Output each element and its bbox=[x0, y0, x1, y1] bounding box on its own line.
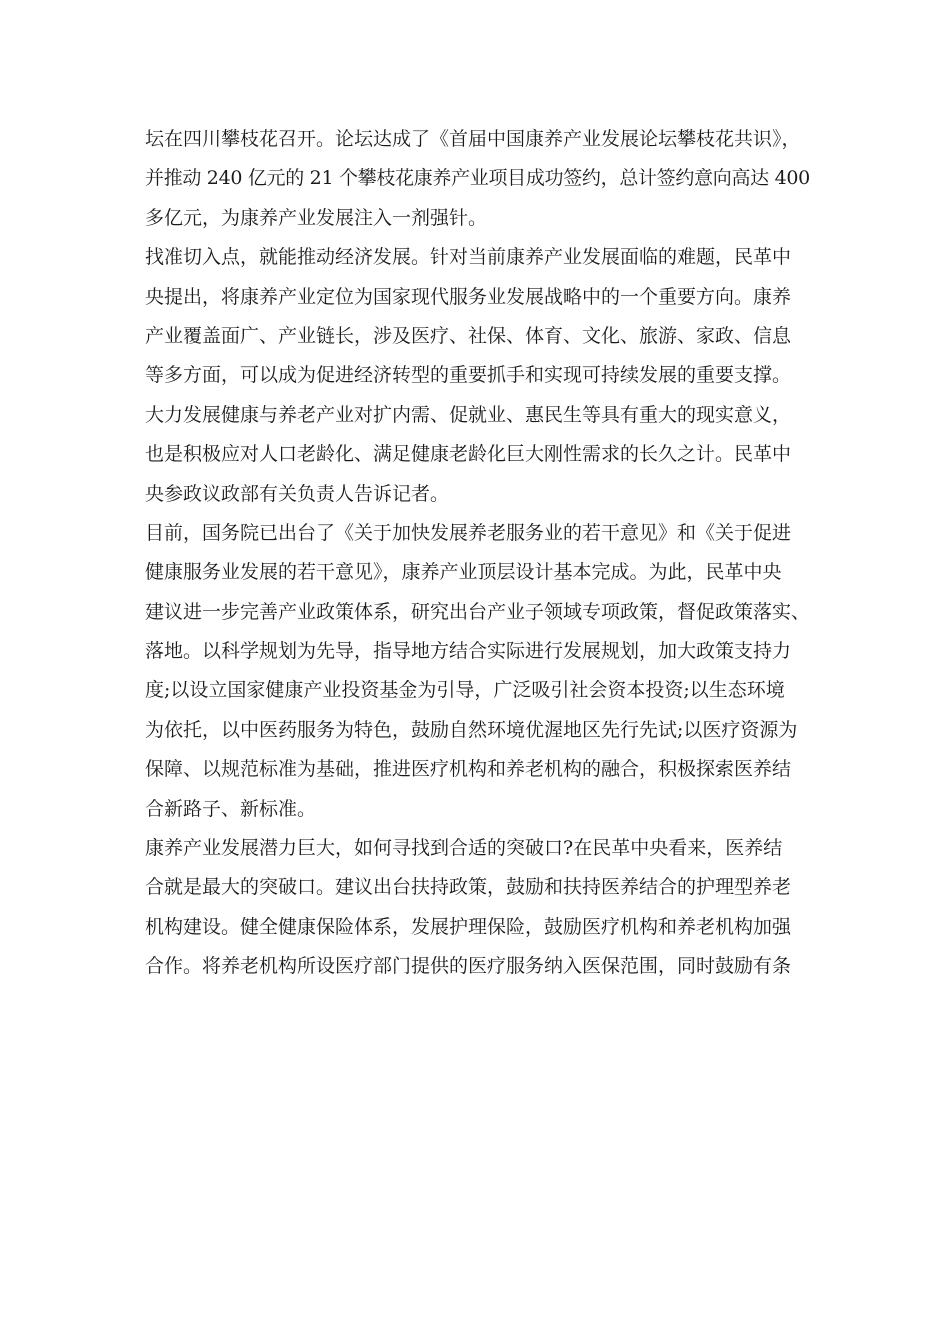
text-line: 康养产业发展潜力巨大，如何寻找到合适的突破口?在民革中央看来，医养结 bbox=[145, 837, 783, 860]
text-line: 央参政议政部有关负责人告诉记者。 bbox=[145, 482, 450, 505]
text-line: 建议进一步完善产业政策体系，研究出台产业子领域专项政策，督促政策落实、 bbox=[145, 600, 811, 623]
text-line: 合新路子、新标准。 bbox=[145, 797, 317, 820]
paragraph bbox=[145, 238, 810, 514]
paragraph bbox=[145, 829, 810, 987]
text-line: 落地。以科学规划为先导，指导地方结合实际进行发展规划，加大政策支持力 bbox=[145, 640, 792, 663]
text-line: 为依托，以中医药服务为特色，鼓励自然环境优渥地区先行先试;以医疗资源为 bbox=[145, 718, 798, 741]
text-line: 产业覆盖面广、产业链长，涉及医疗、社保、体育、文化、旅游、家政、信息 bbox=[145, 324, 792, 347]
text-line: 机构建设。健全健康保险体系，发展护理保险，鼓励医疗机构和养老机构加强 bbox=[145, 915, 792, 938]
text-line: 度;以设立国家健康产业投资基金为引导，广泛吸引社会资本投资;以生态环境 bbox=[145, 679, 785, 702]
text-line: 也是积极应对人口老龄化、满足健康老龄化巨大刚性需求的长久之计。民革中 bbox=[145, 443, 792, 466]
text-line: 健康服务业发展的若干意见》，康养产业顶层设计基本完成。为此，民革中央 bbox=[145, 561, 782, 584]
text-line: 合作。将养老机构所设医疗部门提供的医疗服务纳入医保范围，同时鼓励有条 bbox=[145, 955, 792, 978]
text-line: 多亿元，为康养产业发展注入一剂强针。 bbox=[145, 206, 488, 229]
text-line: 大力发展健康与养老产业对扩内需、促就业、惠民生等具有重大的现实意义， bbox=[145, 403, 792, 426]
text-line: 央提出，将康养产业定位为国家现代服务业发展战略中的一个重要方向。康养 bbox=[145, 285, 792, 308]
paragraph bbox=[145, 120, 810, 238]
text-line: 并推动 240 亿元的 21 个攀枝花康养产业项目成功签约，总计签约意向高达 400 bbox=[145, 167, 810, 190]
text-line: 找准切入点，就能推动经济发展。针对当前康养产业发展面临的难题，民革中 bbox=[145, 246, 792, 269]
document-body bbox=[145, 120, 810, 987]
text-line: 合就是最大的突破口。建议出台扶持政策，鼓励和扶持医养结合的护理型养老 bbox=[145, 876, 792, 899]
paragraph bbox=[145, 514, 810, 829]
text-line: 等多方面，可以成为促进经济转型的重要抓手和实现可持续发展的重要支撑。 bbox=[145, 364, 792, 387]
text-line: 目前，国务院已出台了《关于加快发展养老服务业的若干意见》和《关于促进 bbox=[145, 521, 792, 544]
text-line: 坛在四川攀枝花召开。论坛达成了《首届中国康养产业发展论坛攀枝花共识》， bbox=[145, 128, 801, 150]
text-line: 保障、以规范标准为基础，推进医疗机构和养老机构的融合，积极探索医养结 bbox=[145, 758, 792, 781]
